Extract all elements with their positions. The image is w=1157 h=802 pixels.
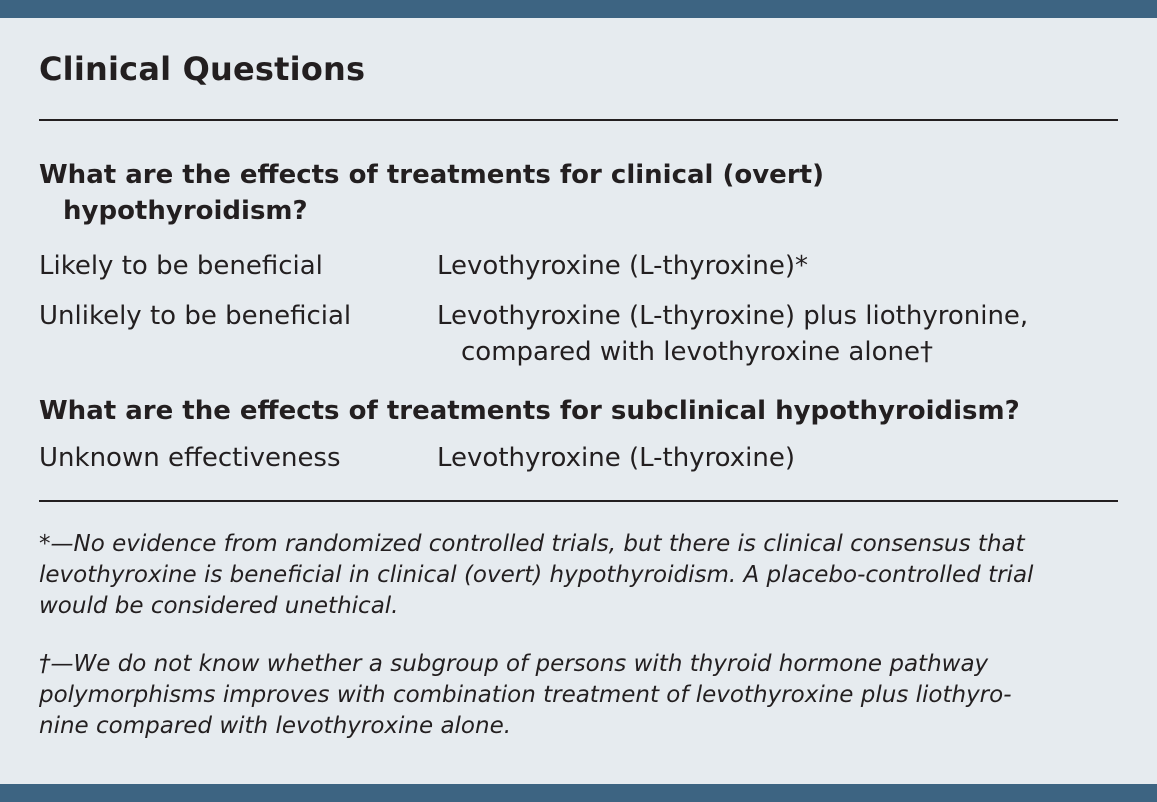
footnote-asterisk xyxy=(39,529,1121,622)
evidence-category: Likely to be beneficial xyxy=(39,251,323,281)
treatment-line: Levothyroxine (L-thyroxine)* xyxy=(437,251,809,281)
footnote-dagger xyxy=(39,649,1121,742)
footnote-line: levothyroxine is beneficial in clinical (overt) hypothyroidism. A placebo-controlled trial xyxy=(39,562,1034,588)
question-line: What are the effects of treatments for clinical (overt) xyxy=(39,160,824,190)
top-accent-bar xyxy=(0,0,1157,18)
treatment xyxy=(437,440,795,476)
title-divider xyxy=(39,119,1118,121)
footnote-line: polymorphisms improves with combination treatment of levothyroxine plus liothyro- xyxy=(39,682,1012,708)
evidence-category: Unknown effectiveness xyxy=(39,443,341,473)
treatment-line: Levothyroxine (L-thyroxine) plus liothyronine, xyxy=(437,301,1029,331)
question-clinical-hypothyroidism xyxy=(39,157,824,229)
question-line-continued: hypothyroidism? xyxy=(63,196,308,226)
footnote-line: †—We do not know whether a subgroup of persons with thyroid hormone pathway xyxy=(39,651,989,677)
footnote-line: would be considered unethical. xyxy=(39,593,399,619)
treatment xyxy=(437,298,1028,370)
treatment-line-continued: compared with levothyroxine alone† xyxy=(461,337,933,367)
evidence-category: Unlikely to be beneficial xyxy=(39,301,352,331)
question-line: What are the effects of treatments for subclinical hypothyroidism? xyxy=(39,396,1020,426)
treatment-line: Levothyroxine (L-thyroxine) xyxy=(437,443,796,473)
footnote-divider xyxy=(39,500,1118,502)
footnote-line: nine compared with levothyroxine alone. xyxy=(39,713,512,739)
bottom-accent-bar xyxy=(0,784,1157,802)
question-subclinical-hypothyroidism xyxy=(39,393,1020,429)
footnote-line: *—No evidence from randomized controlled trials, but there is clinical consensus that xyxy=(39,531,1025,557)
panel-title: Clinical Questions xyxy=(39,50,366,88)
treatment xyxy=(437,248,808,284)
